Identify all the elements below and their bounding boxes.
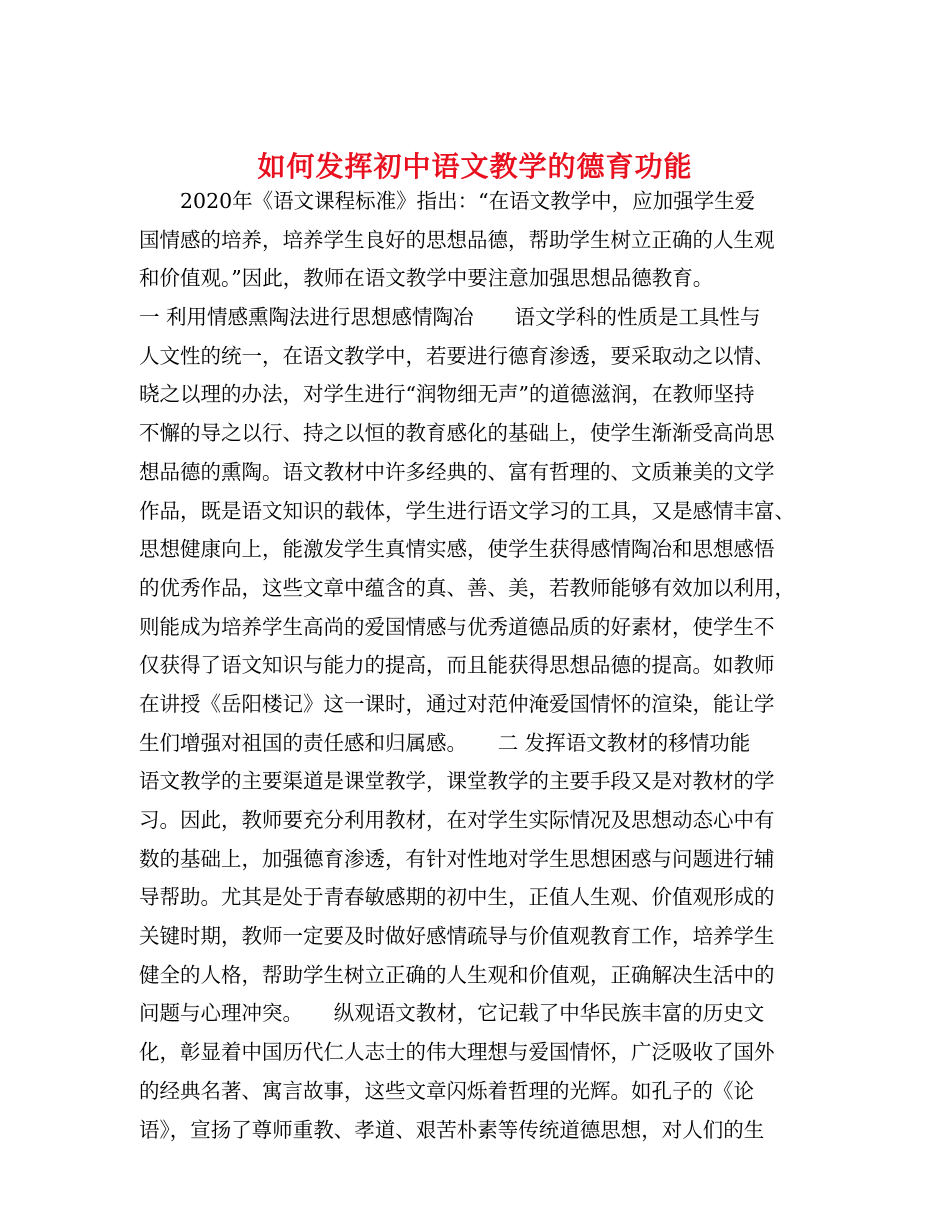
body-line: 晓之以理的办法，对学生进行“润物细无声”的道德滋润，在教师坚持 — [139, 382, 755, 407]
body-line: 国情感的培养，培养学生良好的思想品德，帮助学生树立正确的人生观 — [139, 227, 775, 252]
body-line: 不懈的导之以行、持之以恒的教育感化的基础上，使学生渐渐受高尚思 — [139, 421, 775, 446]
body-line: 则能成为培养学生高尚的爱国情感与优秀道德品质的好素材，使学生不 — [139, 614, 775, 639]
body-line: 在讲授《岳阳楼记》这一课时，通过对范仲淹爱国情怀的渲染，能让学 — [139, 691, 775, 716]
body-line: 导帮助。尤其是处于青春敏感期的初中生，正值人生观、价值观形成的 — [139, 885, 775, 910]
body-line: 数的基础上，加强德育渗透，有针对性地对学生思想困惑与问题进行辅 — [139, 846, 775, 871]
body-line: 想品德的熏陶。语文教材中许多经典的、富有哲理的、文质兼美的文学 — [139, 459, 775, 484]
body-line: 语》，宣扬了尊师重教、孝道、艰苦朴素等传统道德思想，对人们的生 — [139, 1117, 765, 1142]
body-line: 人文性的统一，在语文教学中，若要进行德育渗透，要采取动之以情、 — [139, 343, 775, 368]
body-line: 语文教学的主要渠道是课堂教学，课堂教学的主要手段又是对教材的学 — [139, 769, 775, 794]
body-line: 仅获得了语文知识与能力的提高，而且能获得思想品德的提高。如教师 — [139, 653, 775, 678]
body-line: 化，彰显着中国历代仁人志士的伟大理想与爱国情怀，广泛吸收了国外 — [139, 1040, 775, 1065]
body-line: 思想健康向上，能激发学生真情实感，使学生获得感情陶冶和思想感悟 — [139, 537, 775, 562]
body-line: 和价值观。”因此，教师在语文教学中要注意加强思想品德教育。 — [139, 266, 714, 291]
body-line: 习。因此，教师要充分利用教材，在对学生实际情况及思想动态心中有 — [139, 808, 775, 832]
body-line: 作品，既是语文知识的载体，学生进行语文学习的工具，又是感情丰富、 — [139, 498, 795, 523]
document-body — [139, 182, 819, 1149]
body-line: 健全的人格，帮助学生树立正确的人生观和价值观，正确解决生活中的 — [139, 962, 775, 987]
document-title: 如何发挥初中语文教学的德育功能 — [257, 149, 693, 183]
body-line: 的优秀作品，这些文章中蕴含的真、善、美，若教师能够有效加以利用， — [139, 575, 795, 600]
body-line: 2020年《语文课程标准》指出：“在语文教学中，应加强学生爱 — [139, 189, 756, 213]
body-line: 关键时期，教师一定要及时做好感情疏导与价值观教育工作，培养学生 — [139, 924, 775, 949]
body-line: 问题与心理冲突。 纵观语文教材，它记载了中华民族丰富的历史文 — [139, 1001, 765, 1026]
body-line: 的经典名著、寓言故事，这些文章闪烁着哲理的光辉。如孔子的《论 — [139, 1078, 754, 1103]
body-line: 一 利用情感熏陶法进行思想感情陶冶 语文学科的性质是工具性与 — [139, 305, 761, 330]
body-line: 生们增强对祖国的责任感和归属感。 二 发挥语文教材的移情功能 — [139, 730, 751, 755]
